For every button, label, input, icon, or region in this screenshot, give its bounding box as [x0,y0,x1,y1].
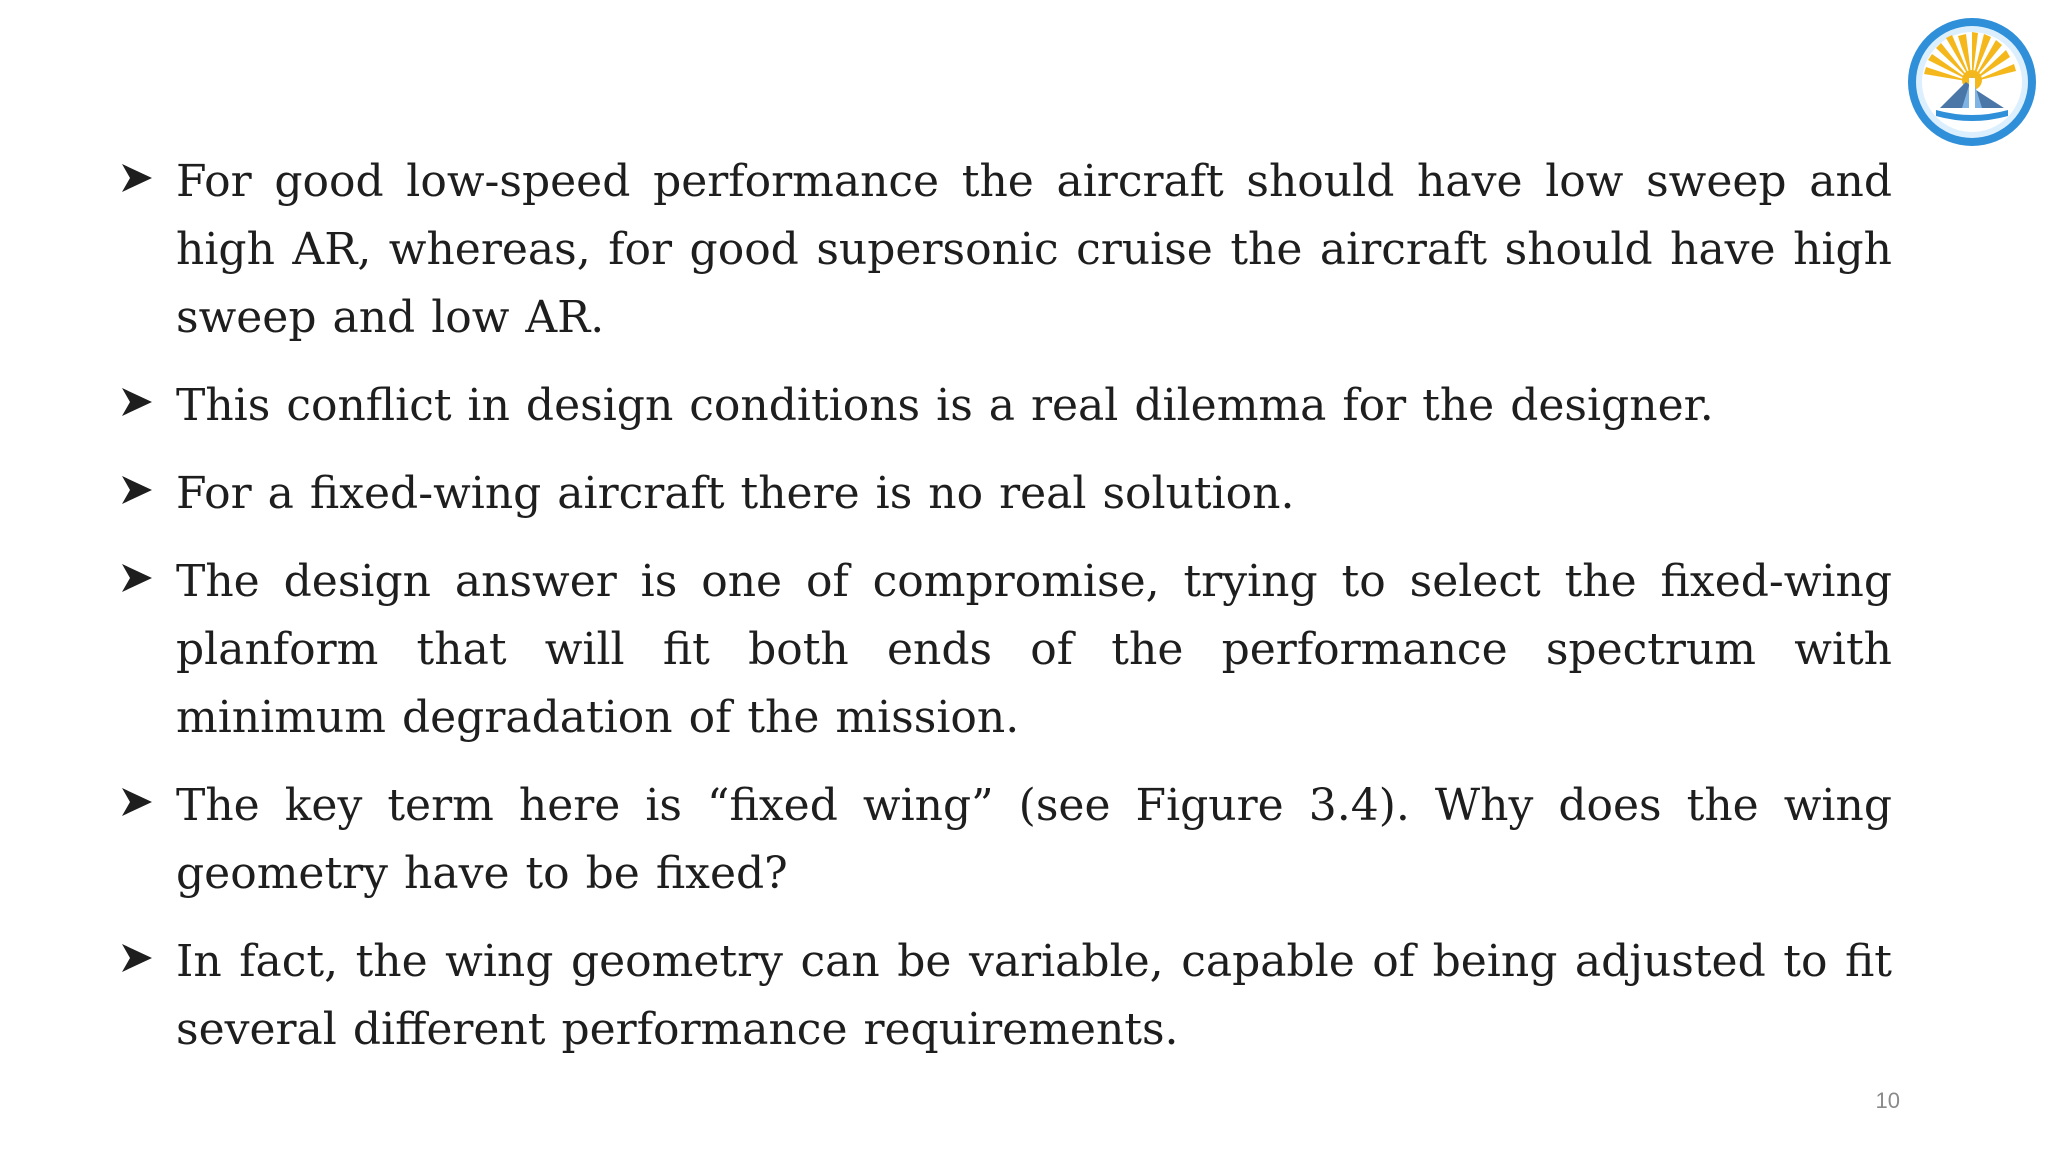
page-number: 10 [1875,1088,1900,1113]
bullet-text: The key term here is “fixed wing” (see Figure 3.4). Why does the wing geometry have to be fixed? [176,780,1892,899]
bullet-text: In fact, the wing geometry can be variable, capable of being adjusted to fit several different performance requirements. [176,936,1892,1055]
bullet-text: For good low-speed performance the aircraft should have low sweep and high AR, whereas, for good supersonic cruise the aircraft should have high sweep and low AR. [176,156,1892,343]
bullet-text: The design answer is one of compromise, trying to select the fixed-wing planform that will fit both ends of the performance spectrum with minimum degradation of the mission. [176,556,1892,743]
arrowhead-bullet-icon [118,938,158,978]
bullet-item [118,460,1892,528]
bullet-item [118,928,1892,1064]
bullet-item [118,372,1892,440]
arrowhead-bullet-icon [118,470,158,510]
bullet-item [118,148,1892,352]
arrowhead-bullet-icon [118,558,158,598]
bullet-list [118,148,1892,1084]
institution-seal-logo [1906,16,2038,148]
bullet-text: This conflict in design conditions is a real dilemma for the designer. [176,380,1714,431]
bullet-text: For a fixed-wing aircraft there is no real solution. [176,468,1295,519]
arrowhead-bullet-icon [118,382,158,422]
arrowhead-bullet-icon [118,782,158,822]
bullet-item [118,772,1892,908]
bullet-item [118,548,1892,752]
arrowhead-bullet-icon [118,158,158,198]
